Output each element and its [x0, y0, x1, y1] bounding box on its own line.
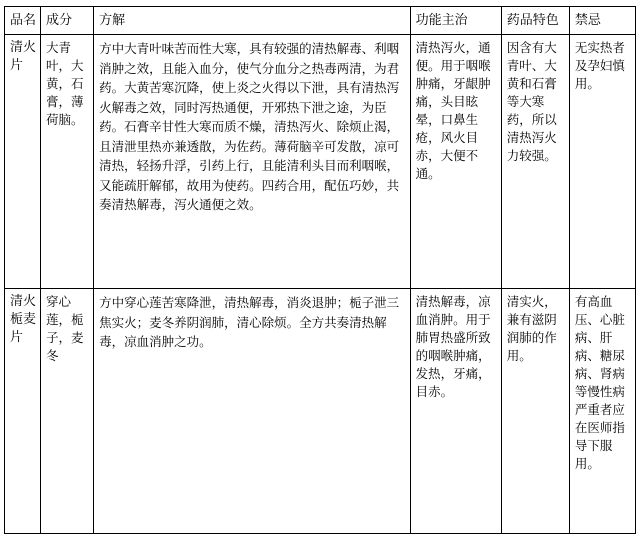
header-cell-name: 品名	[5, 7, 41, 35]
header-cell-contraindications: 禁忌	[569, 7, 635, 35]
cell-indications: 清热解毒，凉血消肿。用于肺胃热盛所致的咽喉肿痛，发热，牙痛，目赤。	[410, 289, 501, 534]
cell-features: 因含有大青叶、大黄和石膏等大寒药，所以清热泻火力较强。	[501, 35, 569, 289]
table-header-row	[5, 7, 636, 35]
cell-drug-name: 清火片	[5, 35, 41, 289]
table-row	[5, 289, 636, 534]
cell-formula: 方中大青叶味苦而性大寒，具有较强的清热解毒、利咽消肿之效，且能入血分，使气分血分之热毒两清，为君药。大黄苦寒沉降，使上炎之火得以下泄，具有清热泻火解毒之效，同时泻热通便，开邪热下泄之途，为臣药。石膏辛甘性大寒而质不燥，清热泻火、除烦止渴，且清泄里热亦兼透散，为佐药。薄荷脑辛可发散，凉可清热，轻扬升浮，引药上行，且能清利头目而利咽喉，又能疏肝解郁，故用为使药。四药合用，配伍巧妙，共奏清热解毒，泻火通便之效。	[94, 35, 411, 289]
cell-contraindications: 无实热者及孕妇慎用。	[569, 35, 635, 289]
cell-contraindications: 有高血压、心脏病、肝病、糖尿病、肾病等慢性病严重者应在医师指导下服用。	[569, 289, 635, 534]
cell-ingredients: 大青叶，大黄，石膏，薄荷脑。	[41, 35, 94, 289]
header-cell-features: 药品特色	[501, 7, 569, 35]
cell-formula: 方中穿心莲苦寒降泄，清热解毒，消炎退肿；栀子泄三焦实火；麦冬养阴润肺，清心除烦。全方共奏清热解毒，凉血消肿之功。	[94, 289, 411, 534]
cell-indications: 清热泻火，通便。用于咽喉肿痛，牙龈肿痛，头目眩晕，口鼻生疮，风火目赤，大便不通。	[410, 35, 501, 289]
header-cell-formula: 方解	[94, 7, 411, 35]
header-cell-ingredients: 成分	[41, 7, 94, 35]
table-row	[5, 35, 636, 289]
drug-comparison-table	[4, 6, 636, 534]
cell-features: 清实火，兼有滋阴润肺的作用。	[501, 289, 569, 534]
cell-drug-name: 清火栀麦片	[5, 289, 41, 534]
header-cell-indications: 功能主治	[410, 7, 501, 35]
cell-ingredients: 穿心莲，栀子，麦冬	[41, 289, 94, 534]
